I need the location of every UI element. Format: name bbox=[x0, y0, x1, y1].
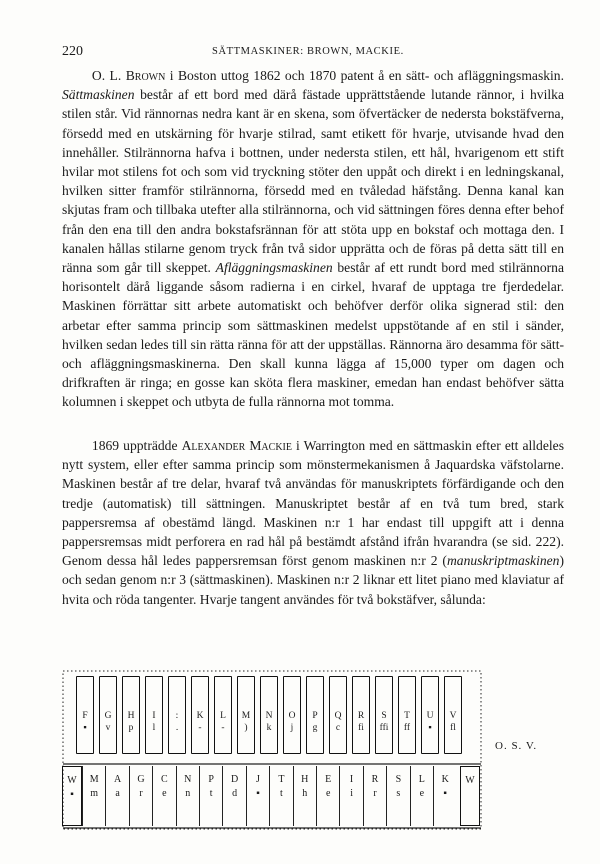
upper-key-bottom: k bbox=[266, 723, 272, 733]
lower-key bbox=[152, 766, 175, 826]
upper-key-bottom: - bbox=[221, 723, 225, 733]
lower-key-bottom: d bbox=[232, 788, 238, 799]
page-number: 220 bbox=[62, 44, 83, 59]
p2-e: ) och sedan genom n:r 3 (sättmaskinen). Maskinen n:r 2 liknar ett litet piano med klaviatur af hvita och röda tangenter. Hvarje tangent användes för två bokstäfver, sålunda: bbox=[62, 553, 564, 607]
lower-key bbox=[246, 766, 269, 826]
lower-key-top: P bbox=[208, 774, 214, 785]
page-header bbox=[62, 44, 564, 60]
lower-key bbox=[176, 766, 199, 826]
lower-key-bottom: ▪ bbox=[70, 789, 74, 800]
lower-key-top: M bbox=[89, 774, 99, 785]
upper-keys bbox=[76, 676, 468, 756]
lower-key-top: H bbox=[301, 774, 309, 785]
upper-key-top: F bbox=[82, 711, 88, 721]
lower-key bbox=[269, 766, 292, 826]
upper-key bbox=[99, 676, 117, 754]
lower-key-top: R bbox=[371, 774, 379, 785]
upper-key-top: S bbox=[381, 711, 387, 721]
lower-key-top: N bbox=[184, 774, 192, 785]
lower-key-bottom: t bbox=[209, 788, 213, 799]
term-aflaggningsmaskinen: Afläggningsmaskinen bbox=[215, 260, 333, 276]
upper-key-top: O bbox=[288, 711, 296, 721]
lower-key-bottom: r bbox=[373, 788, 377, 799]
lower-key-bottom: n bbox=[185, 788, 191, 799]
upper-key-top: L bbox=[220, 711, 226, 721]
paragraph-mackie bbox=[62, 436, 564, 609]
lower-key-bottom: ▪ bbox=[443, 788, 447, 799]
upper-key-bottom: - bbox=[198, 723, 202, 733]
lower-key-top: W bbox=[67, 775, 77, 786]
upper-key bbox=[76, 676, 94, 754]
lower-key-top: D bbox=[230, 774, 239, 785]
lower-key-bottom: s bbox=[396, 788, 401, 799]
lower-key-top: E bbox=[325, 774, 332, 785]
upper-key bbox=[191, 676, 209, 754]
term-sattmaskinen: Sättmaskinen bbox=[62, 87, 135, 103]
upper-key-bottom: ffi bbox=[379, 723, 389, 733]
lower-key-top: J bbox=[256, 774, 260, 785]
lower-key-bottom: e bbox=[162, 788, 167, 799]
upper-key bbox=[306, 676, 324, 754]
lower-key bbox=[222, 766, 245, 826]
lower-key bbox=[105, 766, 128, 826]
upper-key-top: R bbox=[357, 711, 365, 721]
upper-key-bottom: l bbox=[152, 723, 156, 733]
lower-key-top: S bbox=[395, 774, 402, 785]
lower-key bbox=[410, 766, 433, 826]
lower-key-top: C bbox=[161, 774, 168, 785]
lower-key bbox=[339, 766, 362, 826]
upper-key bbox=[283, 676, 301, 754]
lower-key-bottom: m bbox=[90, 788, 99, 799]
lower-key bbox=[363, 766, 386, 826]
lower-key-top: L bbox=[418, 774, 425, 785]
upper-key-top: K bbox=[196, 711, 204, 721]
upper-key bbox=[352, 676, 370, 754]
upper-key-top: : bbox=[175, 711, 179, 721]
upper-key-top: N bbox=[265, 711, 273, 721]
lower-key-bottom: a bbox=[115, 788, 120, 799]
lower-key bbox=[82, 766, 105, 826]
upper-key bbox=[398, 676, 416, 754]
lower-key bbox=[433, 766, 456, 826]
upper-key bbox=[237, 676, 255, 754]
p1-a: O. L. bbox=[91, 68, 126, 83]
upper-key bbox=[122, 676, 140, 754]
name-brown: Brown bbox=[125, 68, 166, 83]
keyboard-figure bbox=[62, 670, 482, 830]
lower-key-bottom: t bbox=[279, 788, 283, 799]
upper-key-top: T bbox=[404, 711, 410, 721]
paragraph-brown bbox=[62, 66, 564, 412]
upper-key-top: G bbox=[104, 711, 112, 721]
lower-key-top: W bbox=[465, 775, 475, 786]
p1-c: i Boston uttog 1862 och 1870 patent å en sätt- och afläggningsmaskin. bbox=[165, 68, 564, 83]
lower-key-top: K bbox=[441, 774, 449, 785]
upper-key-bottom: ) bbox=[244, 723, 248, 733]
running-head: SÄTTMASKINER: BROWN, MACKIE. bbox=[212, 46, 404, 57]
upper-key-bottom: c bbox=[335, 723, 341, 733]
lower-keys bbox=[62, 766, 482, 828]
lower-key-top: G bbox=[137, 774, 145, 785]
lower-key-bottom: r bbox=[139, 788, 143, 799]
upper-key bbox=[444, 676, 462, 754]
lower-key bbox=[293, 766, 316, 826]
upper-key bbox=[260, 676, 278, 754]
lower-key-bottom: ▪ bbox=[256, 788, 260, 799]
upper-key bbox=[214, 676, 232, 754]
upper-key-bottom: . bbox=[175, 723, 179, 733]
p1-e: består af ett bord med därå fästade upprättstående lutande rännor, i hvilka stilen står. Vid rännornas nedra kant är en skena, som öfvertäcker de nedersta bokstäfverna, försedd med en utskärning för hvarje stilrad, samt etikett för hvarje, utvisande hvad den innehåller. Stilrännorna hafva i bottnen, under nedersta stilen, ett hål, hvarigenom ett stift hvilar mot stilens fot och som vid tryckning stöter den uppåt och direkt i en ledningskanal, hvilken sitter framför stilrännorna, försedd med en tvåledad häfstång. Denna kanal kan skjutas fram och tillbaka utefter alla stilrännorna, och vid sättningen föres denna efter behof från den ena till den andra bokstafsrännan för att stöta upp en bokstaf och mottaga den. I kanalen hållas stilarne genom tryck från två sidor upprätta och de föras på detta sätt till en ränna som går till skeppet. bbox=[62, 87, 564, 276]
upper-key-top: H bbox=[127, 711, 135, 721]
lower-key-bottom: e bbox=[325, 788, 331, 799]
lower-key bbox=[316, 766, 339, 826]
upper-key-top: Q bbox=[334, 711, 342, 721]
upper-key-bottom: v bbox=[105, 723, 111, 733]
upper-key-top: U bbox=[426, 711, 434, 721]
lower-key-top: A bbox=[113, 774, 122, 785]
upper-key-bottom: ▪ bbox=[83, 723, 87, 733]
term-manuskriptmaskinen: manuskriptmaskinen bbox=[446, 553, 560, 569]
upper-key-top: V bbox=[449, 711, 457, 721]
upper-key-bottom: g bbox=[312, 723, 318, 733]
lower-key bbox=[460, 766, 480, 826]
p1-g: består af ett rundt bord med stilrännorna horisontelt därå liggande såsom radierna i en cirkel, hvaraf de upptaga tre fjerdedelar. Maskinen förrättar sitt arbete automatiskt och behöfver derför olika signerad stil: den arbetar efter samma princip som sättmaskinen medelst uppstötande af en stil i sänder, hvilken sedan ledes till sin rätta ränna för att der uppställas. Rännorna äro desamma för sätt- och afläggningsmaskinerna. Den skall kunna lägga af 15,000 typer om dagen och drifkraften är ringa; en gosse kan sköta flera maskiner, emedan han endast behöfver sätta kolumnen i skeppet och utbyta de fulla rännorna mot tomma. bbox=[62, 260, 565, 410]
upper-key bbox=[421, 676, 439, 754]
lower-key bbox=[386, 766, 409, 826]
name-mackie: Alexander Mackie bbox=[181, 438, 292, 453]
p2-c: i Warrington med en sättmaskin efter ett alldeles nytt system, eller efter samma princip som mönstermekanismen å Jaquardska väfstolarne. Maskinen består af tre delar, hvaraf två användas för manuskriptets förfärdigande och den tredje (automatisk) till sättningen. Manuskriptet består af en två tum bred, stark pappersremsa af obestämd längd. Maskinen n:r 1 har endast till uppgift att i denna pappersremsas midt perforera en rad hål på bestämdt afstånd ifrån hvarandra (se sid. 222). Genom dessa hål ledes pappersremsan först genom maskinen n:r 2 ( bbox=[62, 438, 564, 569]
upper-key-top: I bbox=[152, 711, 156, 721]
upper-key bbox=[145, 676, 163, 754]
lower-key-bottom: i bbox=[350, 788, 353, 799]
lower-key-bottom: e bbox=[419, 788, 425, 799]
upper-key bbox=[375, 676, 393, 754]
lower-key bbox=[62, 766, 82, 826]
upper-key-top: M bbox=[241, 711, 251, 721]
lower-key bbox=[129, 766, 152, 826]
upper-key-bottom: fi bbox=[358, 723, 364, 733]
figure-caption: O. S. V. bbox=[495, 740, 538, 752]
lower-key-bottom: h bbox=[302, 788, 308, 799]
lower-key bbox=[199, 766, 222, 826]
upper-key bbox=[329, 676, 347, 754]
p2-a: 1869 uppträdde bbox=[91, 438, 182, 453]
upper-key-bottom: fl bbox=[450, 723, 456, 733]
upper-key-top: P bbox=[312, 711, 318, 721]
upper-key-bottom: ff bbox=[403, 723, 411, 733]
lower-key-top: I bbox=[349, 774, 354, 785]
lower-key-top: T bbox=[278, 774, 285, 785]
upper-key bbox=[168, 676, 186, 754]
upper-key-bottom: ▪ bbox=[428, 723, 432, 733]
upper-key-bottom: j bbox=[290, 723, 294, 733]
upper-key-bottom: p bbox=[128, 723, 134, 733]
